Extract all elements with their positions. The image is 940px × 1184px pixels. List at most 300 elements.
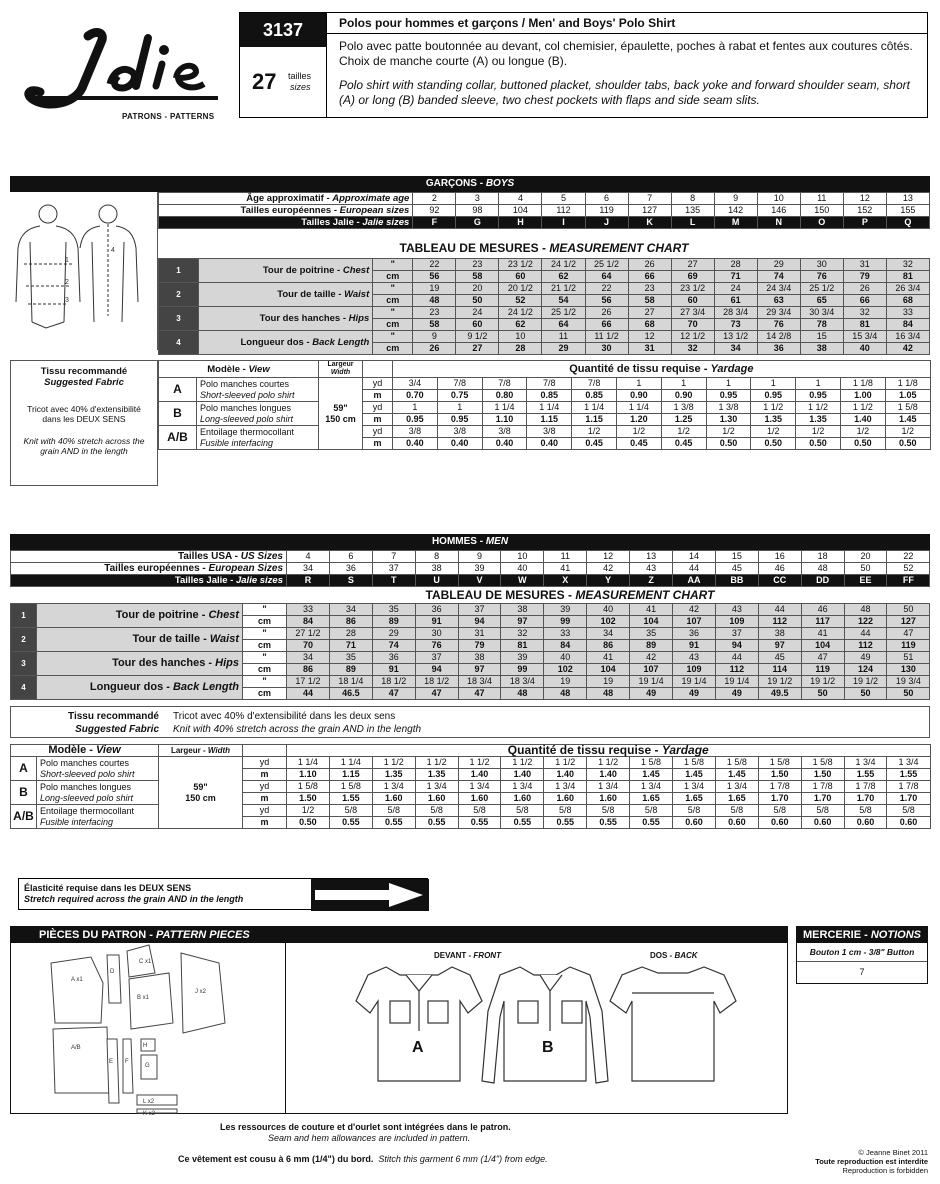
- inch-cell: 30: [415, 628, 458, 640]
- yard-cell: 1 3/4: [887, 757, 930, 769]
- yard-cell: 1 1/2: [458, 757, 501, 769]
- meter-cell: 1.65: [715, 793, 758, 805]
- yard-cell: 1 1/2: [544, 757, 587, 769]
- boys-measurement-table: 1 Tour de poitrine - Chest " 22 23 23 1/2 24 1/2 25 1/2 26 27 28 29 30 31 32 cm 56 58 60 62 64 66 69 71 74 76 79 81 2 Tour de taille - Waist " 19 20 20 1/2 21 1/2 22 23 23 1/2 24 24 3/4 25 1/2 26 26 3/4 cm 48 50 52 54 56 58 60 61 63 65 66 68 3 Tour des hanches - Hips " 23 24 24 1/2 25 1/2 26 27 27 3/4 28 3/4 29 3/4 30 3/4 32 33 cm 58 60 62 64 66 68 70 73 76 78 81 84 4 Longueur dos - Back Length " 9 9 1/2 10 11 11 1/2 12 12 1/2 13 1/2 14 2/8 15 15 3/4 16 3/4 cm 26 27 28 29 30 31 32 34 36 38 40 42: [158, 258, 930, 355]
- men-yardage-table: Modèle - View Largeur - Width Quantité de tissu requise - Yardage A Polo manches courtes Short-sleeved polo shirt 59" 150 cm yd 1 1/4 1 1/4 1 1/2 1 1/2 1 1/2 1 1/2 1 1/2 1 1/2 1 5/8 1 5/8 1 5/8 1 5/8 1 5/8 1 3/4 1 3/4 m 1.10 1.15 1.35 1.35 1.40 1.40 1.40 1.40 1.45 1.45 1.45 1.50 1.50 1.55 1.55 B Polo manches longues Long-sleeved polo shirt yd 1 5/8 1 5/8 1 3/4 1 3/4 1 3/4 1 3/4 1 3/4 1 3/4 1 3/4 1 3/4 1 3/4 1 7/8 1 7/8 1 7/8 1 7/8 m 1.50 1.55 1.60 1.60 1.60 1.60 1.60 1.60 1.65 1.65 1.65 1.70 1.70 1.70 1.70 A/B Entoilage thermocollant Fusible interfacing yd 1/2 5/8 5/8 5/8 5/8 5/8 5/8 5/8 5/8 5/8 5/8 5/8 5/8 5/8 5/8 m 0.50 0.55 0.55 0.55 0.55 0.55 0.55 0.55 0.55 0.60 0.60 0.60 0.60 0.60 0.60: [10, 744, 931, 829]
- cm-cell: 44: [287, 688, 330, 700]
- yard-cell: 1 1/4: [482, 402, 527, 414]
- meter-cell: 1.50: [801, 769, 844, 781]
- yard-cell: 5/8: [587, 805, 630, 817]
- meter-cell: 0.90: [616, 390, 661, 402]
- boys-eu-cell: 152: [843, 205, 886, 217]
- boys-jalie-cell: L: [671, 217, 714, 229]
- boys-eu-cell: 146: [757, 205, 800, 217]
- cm-cell: 81: [501, 640, 544, 652]
- boys-age-cell: 2: [413, 193, 456, 205]
- men-jalie-cell: U: [415, 575, 458, 587]
- inch-cell: 25 1/2: [542, 307, 585, 319]
- inch-cell: 43: [673, 652, 716, 664]
- pattern-number-box: [239, 12, 327, 118]
- inch-cell: 34: [587, 628, 630, 640]
- meter-cell: 0.40: [482, 438, 527, 450]
- inch-cell: 15: [800, 331, 843, 343]
- inch-cell: 44: [715, 652, 758, 664]
- cm-cell: 60: [456, 319, 499, 331]
- inch-cell: 20: [456, 283, 499, 295]
- men-jalie-cell: R: [287, 575, 330, 587]
- cm-cell: 49: [673, 688, 716, 700]
- yard-cell: 1: [751, 378, 796, 390]
- svg-text:J x2: J x2: [195, 989, 207, 995]
- men-size-table: [10, 550, 930, 587]
- cm-cell: 27: [456, 343, 499, 355]
- svg-text:C x1: C x1: [139, 959, 152, 965]
- view-label: Polo manches courtes Short-sleeved polo shirt: [37, 757, 159, 781]
- yard-cell: 3/8: [482, 426, 527, 438]
- cm-cell: 68: [886, 295, 929, 307]
- inch-cell: 14 2/8: [757, 331, 800, 343]
- measure-number: 2: [11, 628, 37, 652]
- men-eu-cell: 39: [458, 563, 501, 575]
- inch-cell: 15 3/4: [843, 331, 886, 343]
- cm-cell: 104: [801, 640, 844, 652]
- meter-cell: 0.55: [415, 817, 458, 829]
- meter-cell: 0.95: [751, 390, 796, 402]
- cm-cell: 36: [757, 343, 800, 355]
- cm-cell: 112: [715, 664, 758, 676]
- cm-cell: 49.5: [758, 688, 801, 700]
- pattern-pieces-title: PIÈCES DU PATRON - PATTERN PIECES: [11, 927, 787, 943]
- meter-cell: 1.40: [587, 769, 630, 781]
- inch-cell: 25 1/2: [800, 283, 843, 295]
- cm-cell: 64: [585, 271, 628, 283]
- cm-cell: 52: [499, 295, 542, 307]
- meter-cell: 0.85: [527, 390, 572, 402]
- yard-cell: 5/8: [844, 805, 887, 817]
- meter-cell: 1.70: [758, 793, 801, 805]
- notions-qty: 7: [859, 967, 865, 977]
- yard-cell: 1/2: [751, 426, 796, 438]
- view-label: Polo manches longues Long-sleeved polo shirt: [37, 781, 159, 805]
- yard-cell: 7/8: [572, 378, 617, 390]
- cm-cell: 48: [587, 688, 630, 700]
- men-eu-cell: 38: [415, 563, 458, 575]
- measure-number: 4: [11, 676, 37, 700]
- inch-cell: 21 1/2: [542, 283, 585, 295]
- inch-cell: 43: [715, 604, 758, 616]
- meter-cell: 1.20: [616, 414, 661, 426]
- cm-cell: 71: [714, 271, 757, 283]
- yard-cell: 1/2: [706, 426, 751, 438]
- footer-seam-en: Seam and hem allowances are included in pattern.: [268, 1133, 471, 1143]
- men-view-row: A Polo manches courtes Short-sleeved polo shirt 59" 150 cm yd 1 1/4 1 1/4 1 1/2 1 1/2 1 1/2 1 1/2 1 1/2 1 1/2 1 5/8 1 5/8 1 5/8 1 5/8 1 5/8 1 3/4 1 3/4: [11, 757, 931, 769]
- garment-views: [285, 943, 787, 1113]
- yard-cell: 5/8: [630, 805, 673, 817]
- footer-stitch: Ce vêtement est cousu à 6 mm (1/4") du bord. Stitch this garment 6 mm (1/4") from edge.: [178, 1154, 548, 1164]
- cm-cell: 56: [413, 271, 456, 283]
- pattern-pieces-section: [10, 926, 788, 1117]
- yard-cell: 1 3/4: [587, 781, 630, 793]
- cm-cell: 54: [542, 295, 585, 307]
- meter-cell: 0.40: [527, 438, 572, 450]
- cm-cell: 112: [844, 640, 887, 652]
- meter-cell: 1.25: [661, 414, 706, 426]
- men-fabric-desc-fr: Tricot avec 40% d'extensibilité dans les deux sens: [173, 711, 396, 722]
- boys-eu-cell: 155: [886, 205, 929, 217]
- men-eu-cell: 44: [673, 563, 716, 575]
- men-fabric-fr: Tissu recommandé: [68, 711, 159, 722]
- meter-cell: 1.40: [840, 414, 885, 426]
- men-eu-cell: 45: [715, 563, 758, 575]
- yard-cell: 1 3/4: [844, 757, 887, 769]
- men-section: [10, 534, 930, 829]
- cm-cell: 117: [801, 616, 844, 628]
- meter-cell: 0.60: [801, 817, 844, 829]
- inch-cell: 23: [456, 259, 499, 271]
- logo-subtitle: PATRONS - PATTERNS: [122, 112, 215, 121]
- yard-cell: 1 3/4: [458, 781, 501, 793]
- boys-eu-cell: 127: [628, 205, 671, 217]
- yard-cell: 1 1/4: [572, 402, 617, 414]
- men-jalie-cell: BB: [715, 575, 758, 587]
- inch-cell: 28: [714, 259, 757, 271]
- boys-jalie-cell: Q: [886, 217, 929, 229]
- cm-cell: 109: [715, 616, 758, 628]
- boys-age-cell: 12: [843, 193, 886, 205]
- inch-cell: 40: [587, 604, 630, 616]
- cm-cell: 86: [287, 664, 330, 676]
- inch-cell: 18 1/2: [372, 676, 415, 688]
- meter-cell: 1.15: [527, 414, 572, 426]
- meter-cell: 0.55: [544, 817, 587, 829]
- boys-fabric-desc-fr: Tricot avec 40% d'extensibilité dans les DEUX SENS: [27, 404, 141, 424]
- cm-cell: 76: [757, 319, 800, 331]
- boys-view-row: B Polo manches longues Long-sleeved polo shirt yd 1 1 1 1/4 1 1/4 1 1/4 1 1/4 1 3/8 1 3/8 1 1/2 1 1/2 1 1/2 1 5/8: [159, 402, 931, 414]
- men-fabric-width: 59" 150 cm: [159, 757, 243, 829]
- yard-cell: 1 7/8: [801, 781, 844, 793]
- view-label: Entoilage thermocollant Fusible interfacing: [37, 805, 159, 829]
- cm-cell: 47: [372, 688, 415, 700]
- inch-cell: 10: [499, 331, 542, 343]
- men-measure-row: 3 Tour des hanches - Hips " 34 35 36 37 38 39 40 41 42 43 44 45 47 49 51: [11, 652, 930, 664]
- meter-cell: 1.65: [630, 793, 673, 805]
- inch-cell: 24 1/2: [499, 307, 542, 319]
- footer-seam-fr: Les ressources de couture et d'ourlet sont intégrées dans le patron.: [220, 1122, 511, 1132]
- inch-cell: 30: [800, 259, 843, 271]
- boys-jalie-cell: I: [542, 217, 585, 229]
- meter-cell: 0.55: [630, 817, 673, 829]
- men-measure-row: 4 Longueur dos - Back Length " 17 1/2 18 1/4 18 1/2 18 1/2 18 3/4 18 3/4 19 19 19 1/4 19 1/4 19 1/4 19 1/2 19 1/2 19 1/2 19 3/4: [11, 676, 930, 688]
- men-us-cell: 10: [501, 551, 544, 563]
- inch-cell: 24 1/2: [542, 259, 585, 271]
- men-jalie-cell: S: [329, 575, 372, 587]
- cm-cell: 79: [843, 271, 886, 283]
- cm-cell: 112: [758, 616, 801, 628]
- cm-cell: 66: [585, 319, 628, 331]
- boys-measure-row: 1 Tour de poitrine - Chest " 22 23 23 1/2 24 1/2 25 1/2 26 27 28 29 30 31 32: [159, 259, 930, 271]
- yard-cell: 1 5/8: [758, 757, 801, 769]
- boys-age-cell: 11: [800, 193, 843, 205]
- men-jalie-cell: DD: [801, 575, 844, 587]
- meter-cell: 0.60: [758, 817, 801, 829]
- meter-cell: 1.65: [673, 793, 716, 805]
- inch-cell: 50: [887, 604, 930, 616]
- svg-text:D: D: [110, 969, 115, 975]
- cm-cell: 74: [757, 271, 800, 283]
- view-letter: A/B: [11, 805, 37, 829]
- pattern-pieces-diagram: [11, 943, 285, 1117]
- yard-cell: 1 1/2: [587, 757, 630, 769]
- cm-cell: 91: [415, 616, 458, 628]
- yard-cell: 1 3/4: [372, 781, 415, 793]
- measure-label: Longueur dos - Back Length: [37, 676, 243, 700]
- yard-cell: 1/2: [616, 426, 661, 438]
- cm-cell: 86: [587, 640, 630, 652]
- men-measure-row: 2 Tour de taille - Waist " 27 1/2 28 29 30 31 32 33 34 35 36 37 38 41 44 47: [11, 628, 930, 640]
- cm-cell: 107: [673, 616, 716, 628]
- cm-cell: 84: [886, 319, 929, 331]
- boys-eu-cell: 119: [585, 205, 628, 217]
- yard-cell: 1 1/8: [885, 378, 930, 390]
- meter-cell: 1.60: [501, 793, 544, 805]
- boys-fabric-fr: Tissu recommandé: [40, 366, 128, 377]
- boys-view-row: A/B Entoilage thermocollant Fusible interfacing yd 3/8 3/8 3/8 3/8 1/2 1/2 1/2 1/2 1/2 1/2 1/2 1/2: [159, 426, 931, 438]
- boys-eu-cell: 98: [456, 205, 499, 217]
- cm-cell: 70: [671, 319, 714, 331]
- inch-cell: 9: [413, 331, 456, 343]
- inch-cell: 42: [630, 652, 673, 664]
- meter-cell: 1.10: [482, 414, 527, 426]
- cm-cell: 66: [843, 295, 886, 307]
- inch-cell: 22: [413, 259, 456, 271]
- meter-cell: 1.60: [415, 793, 458, 805]
- meter-cell: 1.70: [844, 793, 887, 805]
- boys-age-cell: 9: [714, 193, 757, 205]
- meter-cell: 0.95: [706, 390, 751, 402]
- boys-jalie-cell: M: [714, 217, 757, 229]
- meter-cell: 0.60: [673, 817, 716, 829]
- meter-cell: 1.55: [329, 793, 372, 805]
- cm-cell: 28: [499, 343, 542, 355]
- inch-cell: 18 3/4: [501, 676, 544, 688]
- svg-text:E: E: [109, 1059, 114, 1065]
- meter-cell: 0.45: [616, 438, 661, 450]
- meter-cell: 1.40: [544, 769, 587, 781]
- cm-cell: 97: [758, 640, 801, 652]
- boys-measure-row: 3 Tour des hanches - Hips " 23 24 24 1/2 25 1/2 26 27 27 3/4 28 3/4 29 3/4 30 3/4 32 33: [159, 307, 930, 319]
- cm-cell: 68: [628, 319, 671, 331]
- yard-cell: 5/8: [329, 805, 372, 817]
- inch-cell: 23: [413, 307, 456, 319]
- yard-cell: 1 7/8: [887, 781, 930, 793]
- cm-cell: 32: [671, 343, 714, 355]
- inch-cell: 22: [585, 283, 628, 295]
- cm-cell: 58: [628, 295, 671, 307]
- meter-cell: 0.50: [796, 438, 841, 450]
- inch-cell: 29: [372, 628, 415, 640]
- inch-cell: 27 3/4: [671, 307, 714, 319]
- boys-jalie-cell: P: [843, 217, 886, 229]
- cm-cell: 62: [542, 271, 585, 283]
- boys-age-row: Âge approximatif - Approximate age 2 3 4 5 6 7 8 9 10 11 12 13: [159, 193, 930, 205]
- men-us-row: Tailles USA - US Sizes 4 6 7 8 9 10 11 12 13 14 15 16 18 20 22: [11, 551, 930, 563]
- men-us-cell: 22: [887, 551, 930, 563]
- view-label: Polo manches courtes Short-sleeved polo shirt: [197, 378, 319, 402]
- yard-cell: 1 5/8: [287, 781, 330, 793]
- yard-cell: 1 1/4: [329, 757, 372, 769]
- boys-fabric-en: Suggested Fabric: [44, 377, 124, 388]
- yard-cell: 5/8: [801, 805, 844, 817]
- yard-cell: 1 1/4: [287, 757, 330, 769]
- cm-cell: 99: [544, 616, 587, 628]
- measure-label: Tour des hanches - Hips: [199, 307, 373, 331]
- boys-jalie-cell: J: [585, 217, 628, 229]
- cm-cell: 47: [458, 688, 501, 700]
- yard-cell: 1 5/8: [673, 757, 716, 769]
- meter-cell: 1.00: [840, 390, 885, 402]
- boys-title: GARÇONS - BOYS: [10, 176, 930, 192]
- men-eu-cell: 43: [630, 563, 673, 575]
- inch-cell: 37: [715, 628, 758, 640]
- svg-text:H: H: [143, 1043, 148, 1049]
- sizes-count: 27: [252, 69, 277, 94]
- cm-cell: 102: [587, 616, 630, 628]
- inch-cell: 47: [887, 628, 930, 640]
- yard-cell: 1: [706, 378, 751, 390]
- yard-cell: 1 3/4: [415, 781, 458, 793]
- inch-cell: 35: [372, 604, 415, 616]
- men-us-cell: 8: [415, 551, 458, 563]
- meter-cell: 0.75: [437, 390, 482, 402]
- boys-eu-cell: 92: [413, 205, 456, 217]
- men-measurement-table: 1 Tour de poitrine - Chest " 33 34 35 36 37 38 39 40 41 42 43 44 46 48 50 cm 84 86 89 91 94 97 99 102 104 107 109 112 117 122 127 2 Tour de taille - Waist " 27 1/2 28 29 30 31 32 33 34 35 36 37 38 41 44 47 cm 70 71 74 76 79 81 84 86 89 91 94 97 104 112 119 3 Tour des hanches - Hips " 34 35 36 37 38 39 40 41 42 43 44 45 47 49 51 cm 86 89 91 94 97 99 102 104 107 109 112 114 119 124 130 4 Longueur dos - Back Length " 17 1/2 18 1/4 18 1/2 18 1/2 18 3/4 18 3/4 19 19 19 1/4 19 1/4 19 1/4 19 1/2 19 1/2 19 1/2 19 3/4 cm 44 46.5 47 47 47 48 48 48 49 49 49 49.5 50 50 50: [10, 603, 930, 700]
- men-jalie-row: Tailles Jalie - Jalie sizes R S T U V W X Y Z AA BB CC DD EE FF: [11, 575, 930, 587]
- meter-cell: 0.95: [437, 414, 482, 426]
- meter-cell: 0.60: [715, 817, 758, 829]
- boys-eu-row: Tailles européennes - European sizes 92 98 104 112 119 127 135 142 146 150 152 155: [159, 205, 930, 217]
- inch-cell: 27 1/2: [287, 628, 330, 640]
- inch-cell: 26 3/4: [886, 283, 929, 295]
- yard-cell: 1 1/2: [415, 757, 458, 769]
- yard-cell: 1/2: [840, 426, 885, 438]
- boys-jalie-cell: N: [757, 217, 800, 229]
- yard-cell: 1 1/2: [840, 402, 885, 414]
- notions-section: [796, 926, 928, 984]
- cm-cell: 65: [800, 295, 843, 307]
- inch-cell: 44: [844, 628, 887, 640]
- measure-label: Tour de poitrine - Chest: [37, 604, 243, 628]
- boys-size-table: [158, 192, 930, 229]
- measure-label: Tour de taille - Waist: [199, 283, 373, 307]
- inch-cell: 37: [415, 652, 458, 664]
- inch-cell: 40: [544, 652, 587, 664]
- inch-cell: 13 1/2: [714, 331, 757, 343]
- meter-cell: 0.85: [572, 390, 617, 402]
- boys-section: [10, 176, 930, 456]
- boys-age-cell: 4: [499, 193, 542, 205]
- meter-cell: 1.35: [796, 414, 841, 426]
- cm-cell: 78: [800, 319, 843, 331]
- men-eu-cell: 40: [501, 563, 544, 575]
- boys-eu-cell: 104: [499, 205, 542, 217]
- yard-cell: 1 3/4: [715, 781, 758, 793]
- inch-cell: 18 1/2: [415, 676, 458, 688]
- yard-cell: 3/8: [393, 426, 438, 438]
- inch-cell: 20 1/2: [499, 283, 542, 295]
- yard-cell: 1: [661, 378, 706, 390]
- stretch-arrow-icon: [311, 879, 429, 911]
- svg-text:4: 4: [111, 247, 115, 254]
- men-jalie-cell: EE: [844, 575, 887, 587]
- measure-number: 3: [159, 307, 199, 331]
- inch-cell: 42: [673, 604, 716, 616]
- stretch-fr: Élasticité requise dans les DEUX SENS: [24, 883, 192, 893]
- svg-text:A x1: A x1: [71, 977, 83, 983]
- boys-measure-row: 2 Tour de taille - Waist " 19 20 20 1/2 21 1/2 22 23 23 1/2 24 24 3/4 25 1/2 26 26 3/4: [159, 283, 930, 295]
- meter-cell: 1.55: [844, 769, 887, 781]
- men-jalie-cell: FF: [887, 575, 930, 587]
- yard-cell: 1 1/2: [501, 757, 544, 769]
- cm-cell: 38: [800, 343, 843, 355]
- meter-cell: 1.35: [415, 769, 458, 781]
- cm-cell: 94: [715, 640, 758, 652]
- men-us-cell: 15: [715, 551, 758, 563]
- meter-cell: 0.50: [885, 438, 930, 450]
- inch-cell: 41: [630, 604, 673, 616]
- inch-cell: 46: [801, 604, 844, 616]
- yard-cell: 1 1/4: [616, 402, 661, 414]
- cm-cell: 48: [413, 295, 456, 307]
- cm-cell: 81: [843, 319, 886, 331]
- cm-cell: 119: [887, 640, 930, 652]
- cm-cell: 40: [843, 343, 886, 355]
- yard-cell: 1 1/4: [527, 402, 572, 414]
- yard-cell: 1 3/8: [706, 402, 751, 414]
- cm-cell: 48: [544, 688, 587, 700]
- men-eu-cell: 34: [287, 563, 330, 575]
- yard-cell: 1 5/8: [885, 402, 930, 414]
- cm-cell: 76: [415, 640, 458, 652]
- cm-cell: 124: [844, 664, 887, 676]
- measure-number: 3: [11, 652, 37, 676]
- boys-fabric-desc-en: Knit with 40% stretch across the grain AND in the length: [23, 436, 145, 456]
- inch-cell: 38: [758, 628, 801, 640]
- inch-cell: 24: [714, 283, 757, 295]
- inch-cell: 9 1/2: [456, 331, 499, 343]
- svg-text:2: 2: [65, 279, 69, 286]
- inch-cell: 25 1/2: [585, 259, 628, 271]
- svg-text:F: F: [125, 1059, 129, 1065]
- yard-cell: 1 1/2: [372, 757, 415, 769]
- yard-cell: 1: [393, 402, 438, 414]
- boys-fabric-box: [10, 360, 158, 486]
- meter-cell: 1.15: [572, 414, 617, 426]
- inch-cell: 31: [843, 259, 886, 271]
- cm-cell: 104: [630, 616, 673, 628]
- boys-yardage-header: Modèle - View Largeur Width Quantité de tissu requise - Yardage: [159, 361, 931, 378]
- inch-cell: 24 3/4: [757, 283, 800, 295]
- yard-cell: 7/8: [437, 378, 482, 390]
- meter-cell: 1.15: [329, 769, 372, 781]
- svg-text:1: 1: [65, 257, 69, 264]
- boys-age-cell: 7: [628, 193, 671, 205]
- boys-jalie-cell: O: [800, 217, 843, 229]
- inch-cell: 19 3/4: [887, 676, 930, 688]
- inch-cell: 12 1/2: [671, 331, 714, 343]
- men-title: HOMMES - MEN: [10, 534, 930, 550]
- yard-cell: 1 7/8: [758, 781, 801, 793]
- garment-drawings: [286, 961, 788, 1111]
